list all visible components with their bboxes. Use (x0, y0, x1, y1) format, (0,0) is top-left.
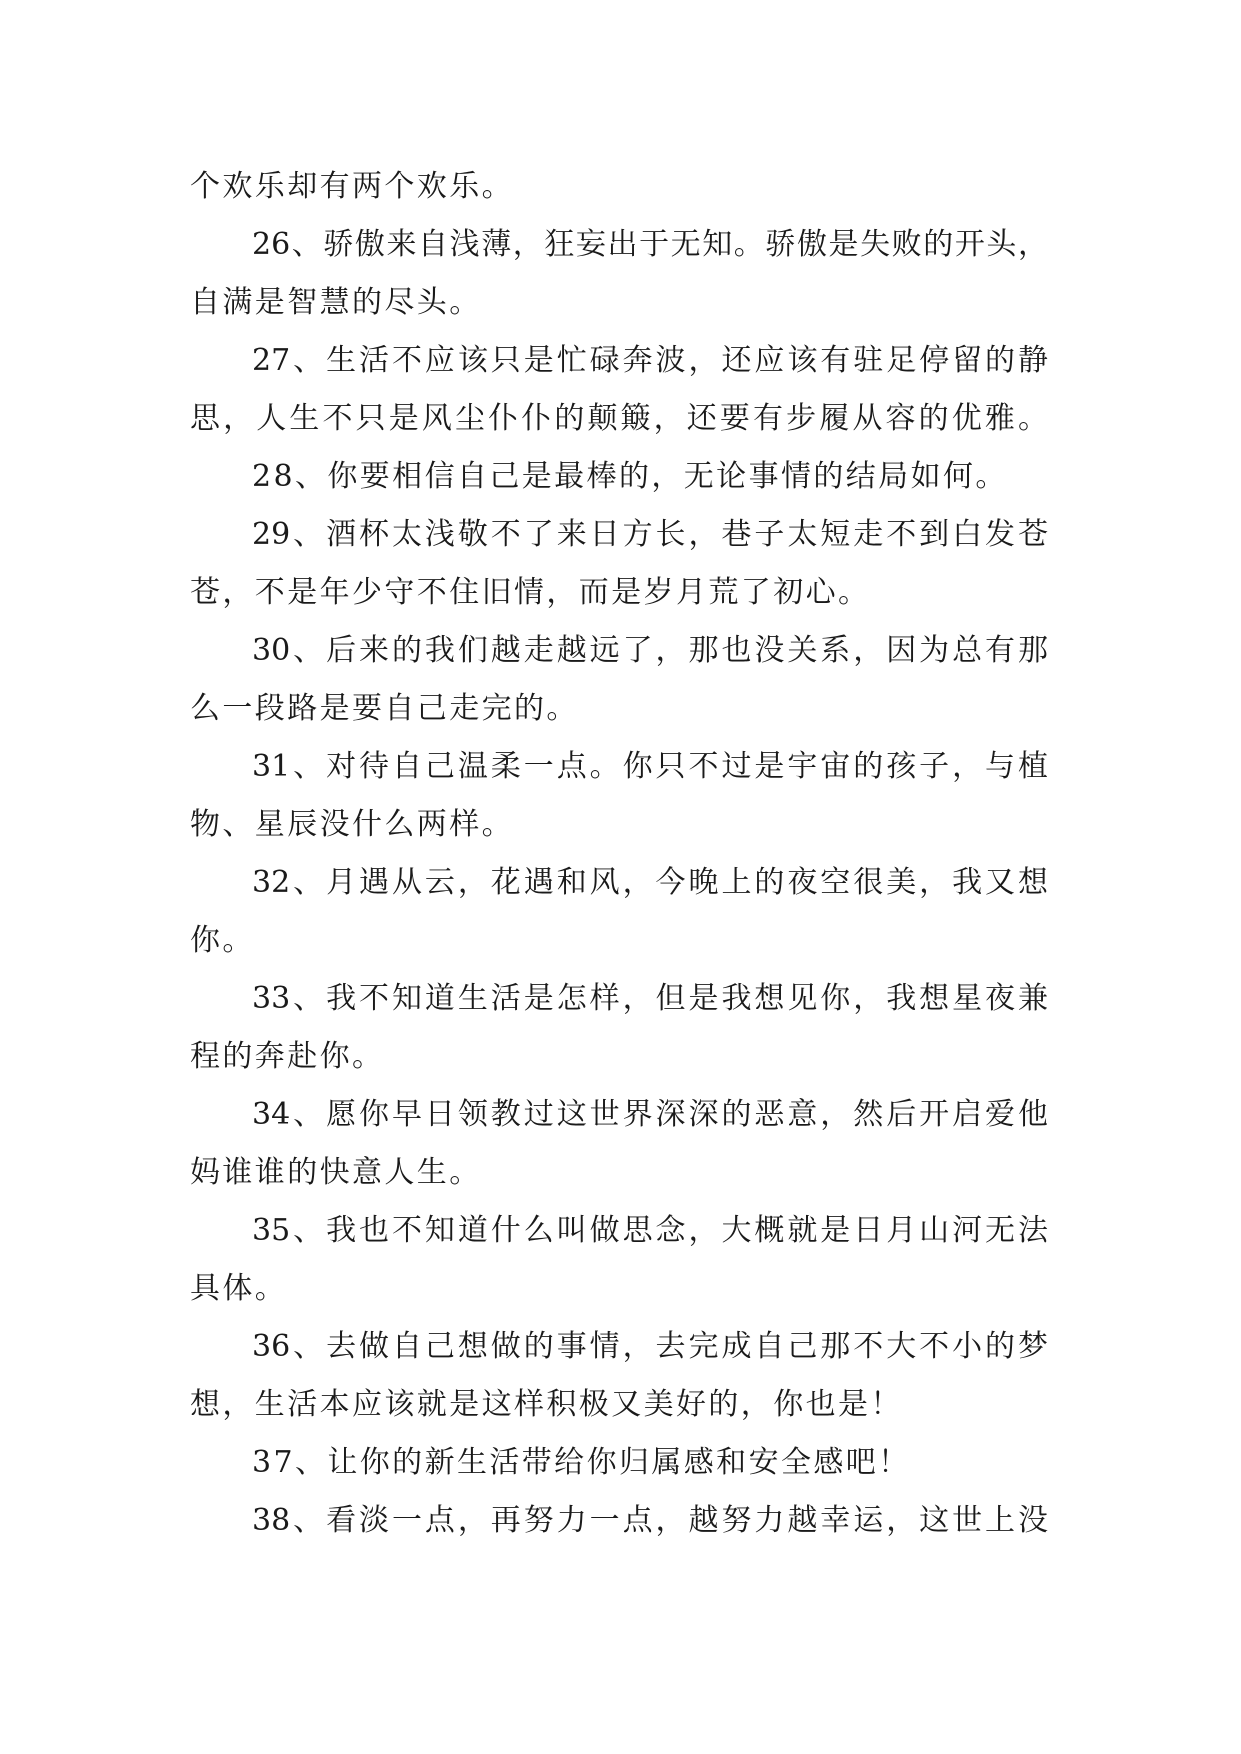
text-line: 苍，不是年少守不住旧情，而是岁月荒了初心。 (190, 575, 871, 610)
text-line: 30、后来的我们越走越远了，那也没关系，因为总有那 (252, 633, 1048, 668)
text-line: 程的奔赴你。 (190, 1039, 385, 1074)
text-line: 29、酒杯太浅敬不了来日方长，巷子太短走不到白发苍 (252, 517, 1048, 552)
text-line: 32、月遇从云，花遇和风，今晚上的夜空很美，我又想 (252, 865, 1048, 900)
text-line: 34、愿你早日领教过这世界深深的恶意，然后开启爱他 (252, 1097, 1048, 1132)
text-line: 么一段路是要自己走完的。 (190, 691, 579, 726)
text-line: 自满是智慧的尽头。 (190, 285, 482, 320)
text-line: 个欢乐却有两个欢乐。 (190, 169, 514, 204)
text-line: 想，生活本应该就是这样积极又美好的，你也是！ (190, 1387, 903, 1422)
text-line: 物、星辰没什么两样。 (190, 807, 514, 842)
text-line: 36、去做自己想做的事情，去完成自己那不大不小的梦 (252, 1329, 1048, 1364)
text-line: 35、我也不知道什么叫做思念，大概就是日月山河无法 (252, 1213, 1048, 1248)
text-line: 38、看淡一点，再努力一点，越努力越幸运，这世上没 (252, 1503, 1048, 1538)
text-line: 思，人生不只是风尘仆仆的颠簸，还要有步履从容的优雅。 (190, 401, 1048, 436)
text-line: 33、我不知道生活是怎样，但是我想见你，我想星夜兼 (252, 981, 1048, 1016)
text-line: 28、你要相信自己是最棒的，无论事情的结局如何。 (252, 459, 1008, 494)
text-line: 37、让你的新生活带给你归属感和安全感吧！ (252, 1445, 911, 1480)
text-line: 26、骄傲来自浅薄，狂妄出于无知。骄傲是失败的开头， (252, 227, 1048, 262)
text-line: 31、对待自己温柔一点。你只不过是宇宙的孩子，与植 (252, 749, 1048, 784)
text-line: 你。 (190, 923, 255, 958)
text-line: 具体。 (190, 1271, 288, 1306)
document-body (190, 158, 1048, 1550)
text-line: 27、生活不应该只是忙碌奔波，还应该有驻足停留的静 (252, 343, 1048, 378)
text-line: 妈谁谁的快意人生。 (190, 1155, 482, 1190)
